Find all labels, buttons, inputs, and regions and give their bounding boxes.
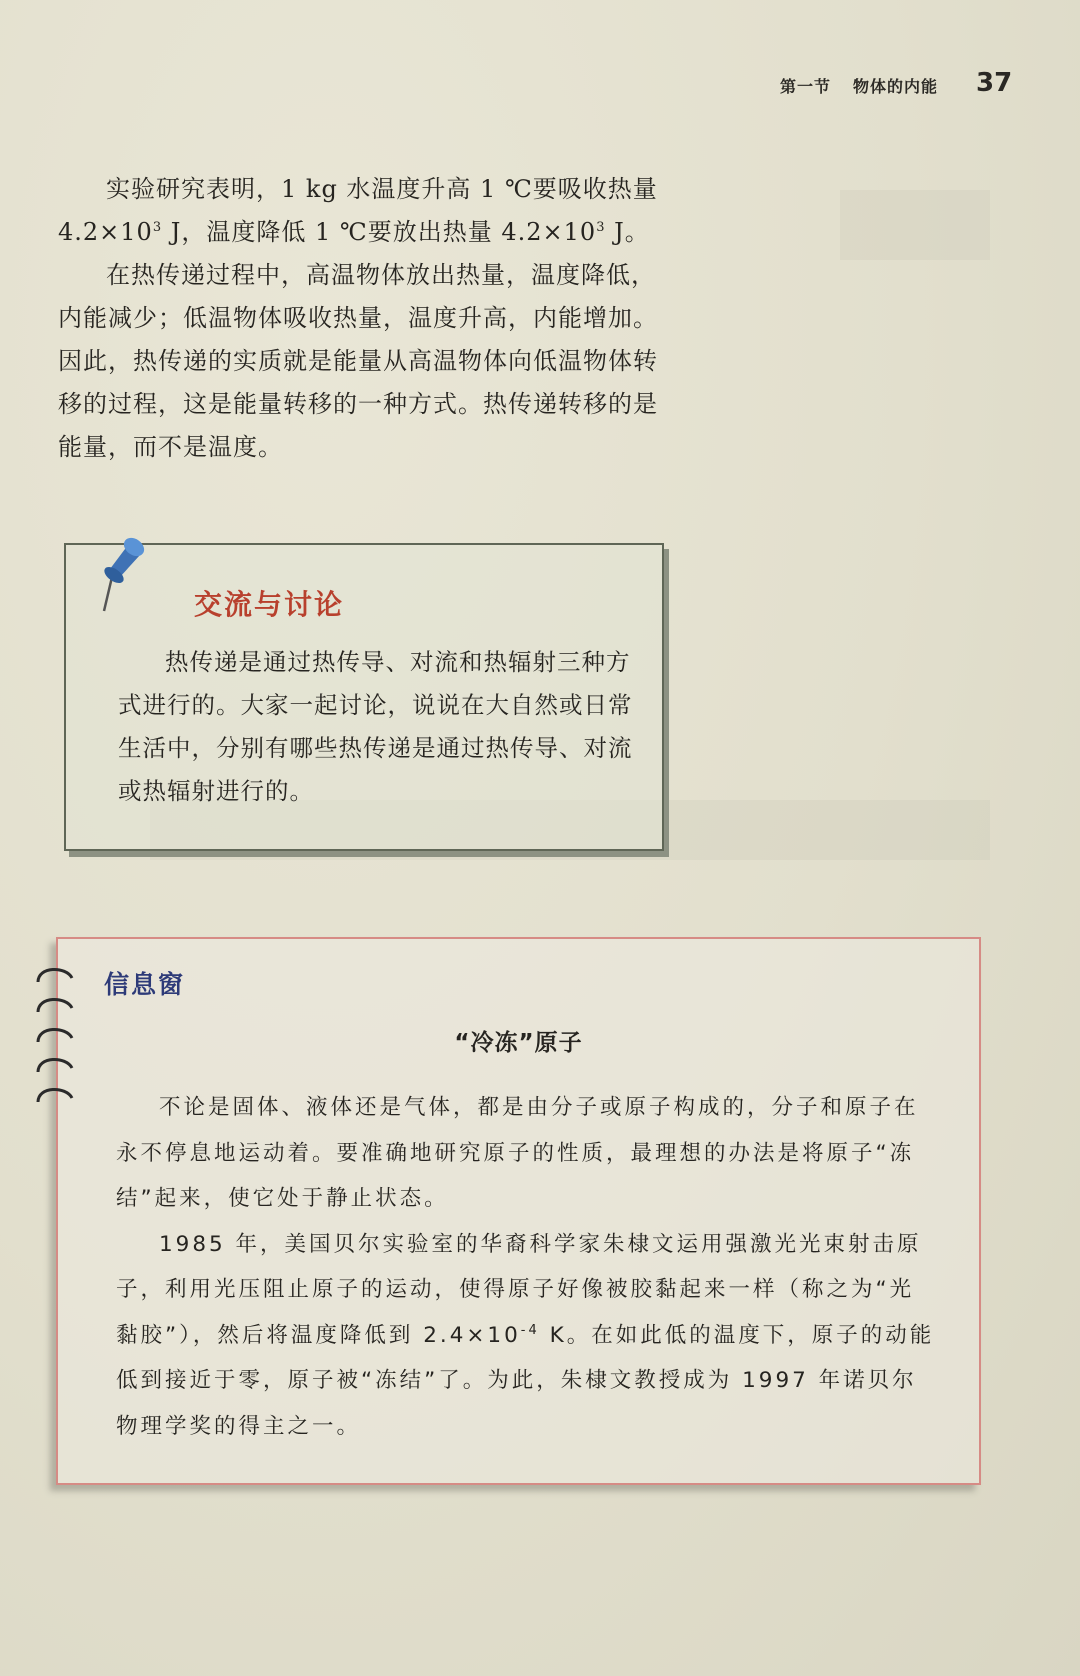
pushpin-icon <box>98 525 148 615</box>
info-body <box>116 1085 936 1449</box>
running-head <box>780 74 938 97</box>
chapter-title: 物体的内能 <box>853 77 939 96</box>
page-number: 37 <box>976 68 1013 98</box>
info-title: 信息窗 <box>104 970 186 999</box>
paragraph-specific-heat: 实验研究表明，1 kg 水温度升高 1 ℃要吸收热量 $4.2\times 10^3$ J，温度降低 1 ℃要放出热量 $4.2\times 10^3$ J。 <box>58 175 658 246</box>
exponent: 3 <box>152 220 163 235</box>
discussion-title: 交流与讨论 <box>194 588 345 621</box>
main-text <box>58 168 668 469</box>
paragraph-heat-transfer: 在热传递过程中，高温物体放出热量，温度降低，内能减少；低温物体吸收热量，温度升高，内能增加。因此，热传递的实质就是能量从高温物体向低温物体转移的过程，这是能量转移的一种方式。热传递转移的是能量，而不是温度。 <box>58 261 658 461</box>
info-window <box>56 937 981 1485</box>
discussion-body: 热传递是通过热传导、对流和热辐射三种方式进行的。大家一起讨论，说说在大自然或日常生活中，分别有哪些热传递是通过热传导、对流或热辐射进行的。 <box>118 648 633 805</box>
show-through-band <box>840 190 990 260</box>
section-label: 第一节 <box>780 77 832 96</box>
binder-rings-icon <box>32 960 82 1120</box>
info-paragraph: 1985 年，美国贝尔实验室的华裔科学家朱棣文运用强激光光束射击原子，利用光压阻止原子的运动，使得原子好像被胶黏起来一样（称之为“光黏胶”），然后将温度降低到 $2.4\times 10^{-4}$ K。在如此低的温度下，原子的动能低到接近于零，原子被“冻结”了。为此，朱棣文教授成为 1997 年诺贝尔物理学奖的得主之一。 <box>116 1231 935 1439</box>
info-subtitle: “冷冻”原子 <box>454 1030 583 1056</box>
exponent: 3 <box>596 220 606 235</box>
info-paragraph: 不论是固体、液体还是气体，都是由分子或原子构成的，分子和原子在永不停息地运动着。要准确地研究原子的性质，最理想的办法是将原子“冻结”起来，使它处于静止状态。 <box>116 1095 919 1211</box>
discussion-box <box>64 543 664 851</box>
exponent: -4 <box>520 1322 540 1338</box>
